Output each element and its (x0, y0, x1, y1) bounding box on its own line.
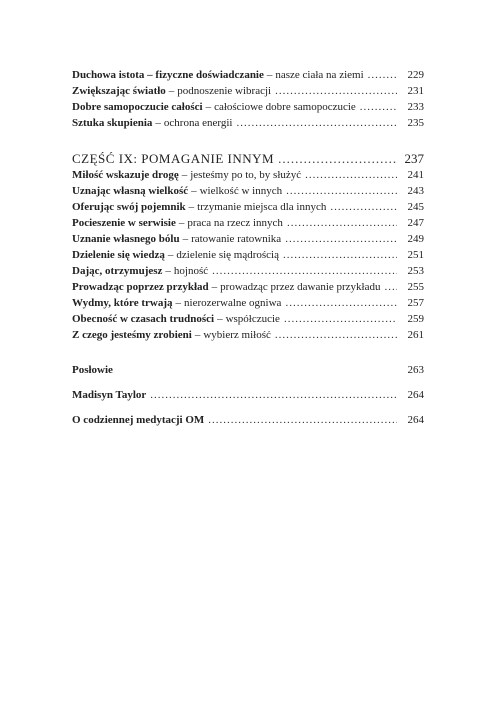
toc-entry-page: 229 (407, 69, 424, 81)
toc-entry-page: 255 (407, 281, 424, 293)
toc-entry (72, 413, 424, 427)
toc-leader-dots (285, 296, 397, 310)
toc-leader-dots (275, 328, 397, 342)
toc-entry-title: Uznając własną wielkość (72, 185, 189, 197)
toc-entry-separator: – (194, 329, 201, 341)
toc-entry-page: 243 (407, 185, 424, 197)
toc-entry-title: Madisyn Taylor (72, 389, 147, 401)
toc-entry-separator: – (175, 297, 182, 309)
toc-leader-dots (236, 116, 397, 130)
toc-entry (72, 280, 424, 294)
toc-entry-subtitle: wybierz miłość (203, 329, 271, 341)
toc-entry-title: Oferując swój pojemnik (72, 201, 186, 213)
toc-entry-page: 241 (407, 169, 424, 181)
toc-entry-title: O codziennej medytacji OM (72, 414, 205, 426)
toc-entry-page: 233 (407, 101, 424, 113)
toc-entry-subtitle: nasze ciała na ziemi (275, 69, 364, 81)
toc-entry-page: 249 (407, 233, 424, 245)
toc-entry-page: 245 (407, 201, 424, 213)
toc-entry-page: 235 (407, 117, 424, 129)
toc-entry-separator: – (182, 233, 189, 245)
toc-entry-title: Sztuka skupienia (72, 117, 153, 129)
toc-entry-subtitle: całościowe dobre samopoczucie (214, 101, 356, 113)
toc-entry (72, 84, 424, 98)
toc-entry-separator: – (167, 249, 174, 261)
toc-leader-dots (283, 248, 397, 262)
toc-entry-separator: – (217, 313, 223, 325)
toc-leader-dots (284, 312, 397, 326)
toc-entry-subtitle: ratowanie ratownika (191, 233, 282, 245)
toc-entry (72, 388, 424, 402)
toc-entry (72, 116, 424, 130)
toc-entry (72, 264, 424, 278)
toc-entry-page: 247 (407, 217, 424, 229)
toc-entry (72, 312, 424, 326)
toc-leader-dots (208, 413, 397, 427)
toc-entry-page: 261 (407, 329, 424, 341)
toc-entry-page: 253 (407, 265, 424, 277)
part-title: CZĘŚĆ IX: POMAGANIE INNYM (72, 151, 275, 166)
toc-entry (72, 248, 424, 262)
toc-entry-separator: – (266, 69, 273, 81)
toc-entry-title: Uznanie własnego bólu (72, 233, 180, 245)
toc-entry-title: Dając, otrzymujesz (72, 265, 163, 277)
toc-leader-dots (285, 232, 397, 246)
toc-entry (72, 200, 424, 214)
toc-entry (72, 168, 424, 182)
toc-entry-subtitle: hojność (173, 265, 209, 277)
toc-entry (72, 68, 424, 82)
toc-entry (72, 184, 424, 198)
toc-entry-separator: – (168, 85, 175, 97)
toc-entry-title: Dobre samopoczucie całości (72, 101, 203, 113)
toc-entry-page: 231 (407, 85, 424, 97)
toc-entry (72, 296, 424, 310)
toc-entry-separator: – (211, 281, 218, 293)
toc-leader-dots (287, 216, 397, 230)
toc-entry-title: Pocieszenie w serwisie (72, 217, 176, 229)
toc-entry (72, 328, 424, 342)
toc-entry-separator: – (188, 201, 195, 213)
toc-entry-page: 264 (407, 414, 424, 426)
toc-entry-subtitle: trzymanie miejsca dla innych (197, 201, 327, 213)
toc-entry (72, 363, 424, 377)
toc-entry-title: Miłość wskazuje drogę (72, 169, 179, 181)
toc-leader-dots (368, 68, 397, 82)
toc-entry-title: Wydmy, które trwają (72, 297, 173, 309)
toc-entry-page: 264 (407, 389, 424, 401)
toc-entry (72, 216, 424, 230)
toc-entry (72, 232, 424, 246)
toc-entry-subtitle: ochrona energii (163, 117, 233, 129)
toc-leader-dots (275, 84, 397, 98)
toc-leader-dots (212, 264, 397, 278)
toc-entry-subtitle: praca na rzecz innych (187, 217, 283, 229)
toc-leader-dots (278, 152, 397, 166)
toc-entry-separator: – (205, 101, 212, 113)
toc-leader-dots (286, 184, 397, 198)
toc-leader-dots (385, 280, 398, 294)
toc-part-heading (72, 152, 424, 166)
toc-entry-title: Posłowie (72, 364, 113, 376)
toc-leader-dots (150, 388, 397, 402)
toc-entry-page: 257 (407, 297, 424, 309)
toc-entry-page: 259 (407, 313, 424, 325)
toc-entry-separator: – (191, 185, 197, 197)
toc-entry-subtitle: dzielenie się mądrością (176, 249, 279, 261)
toc-entry-subtitle: prowadząc przez dawanie przykładu (220, 281, 381, 293)
toc-entry-separator: – (178, 217, 185, 229)
toc-entry-separator: – (181, 169, 188, 181)
toc-entry-title: Z czego jesteśmy zrobieni (72, 329, 192, 341)
toc-entry-page: 263 (407, 364, 424, 376)
part-page: 237 (404, 151, 424, 166)
toc-entry (72, 100, 424, 114)
toc-entry-title: Obecność w czasach trudności (72, 313, 215, 325)
toc-leader-dots (305, 168, 397, 182)
toc-entry-subtitle: współczucie (225, 313, 280, 325)
toc-entry-page: 251 (407, 249, 424, 261)
toc-entry-subtitle: nierozerwalne ogniwa (184, 297, 282, 309)
toc-entry-title: Dzielenie się wiedzą (72, 249, 165, 261)
toc-entry-title: Duchowa istota – fizyczne doświadczanie (72, 69, 264, 81)
toc-entry-title: Zwiększając światło (72, 85, 166, 97)
toc-entry-subtitle: podnoszenie wibracji (177, 85, 272, 97)
toc-entry-subtitle: jesteśmy po to, by służyć (190, 169, 302, 181)
toc-entry-separator: – (165, 265, 171, 277)
toc-leader-dots (330, 200, 397, 214)
toc-leader-dots (360, 100, 397, 114)
toc-entry-title: Prowadząc poprzez przykład (72, 281, 209, 293)
toc-entry-separator: – (155, 117, 161, 129)
toc-entry-subtitle: wielkość w innych (199, 185, 283, 197)
